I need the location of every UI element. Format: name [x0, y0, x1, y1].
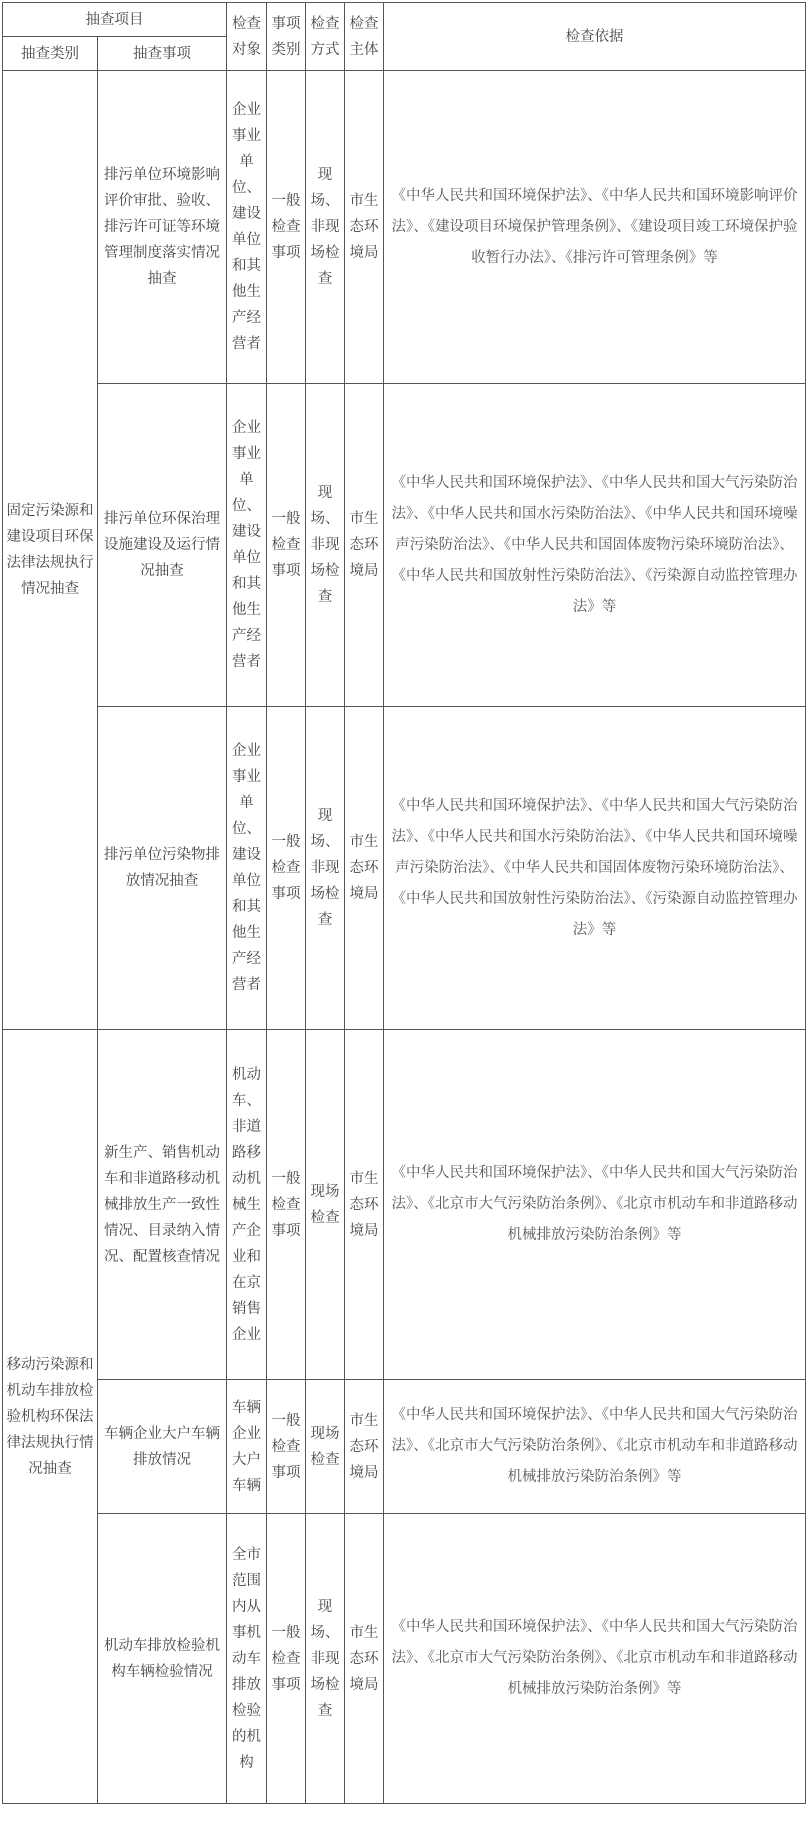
table-row	[3, 707, 806, 1030]
header-project: 抽查项目	[3, 3, 227, 37]
header-object: 检查对象	[227, 3, 267, 71]
object-cell: 车辆企业大户车辆	[227, 1380, 267, 1514]
basis-cell: 《中华人民共和国环境保护法》、《中华人民共和国大气污染防治法》、《北京市大气污染防治条例》、《北京市机动车和非道路移动机械排放污染防治条例》等	[384, 1030, 806, 1380]
method-cell: 现场、非现场检查	[306, 707, 345, 1030]
header-category: 抽查类别	[3, 37, 98, 71]
basis-cell: 《中华人民共和国环境保护法》、《中华人民共和国大气污染防治法》、《北京市大气污染防治条例》、《北京市机动车和非道路移动机械排放污染防治条例》等	[384, 1514, 806, 1804]
table-row	[3, 71, 806, 384]
object-cell: 企业事业单位、建设单位和其他生产经营者	[227, 71, 267, 384]
method-cell: 现场检查	[306, 1380, 345, 1514]
table-row	[3, 1030, 806, 1380]
inspection-table	[2, 2, 806, 1804]
object-cell: 企业事业单位、建设单位和其他生产经营者	[227, 707, 267, 1030]
header-method: 检查方式	[306, 3, 345, 71]
header-type: 事项类别	[267, 3, 306, 71]
item-cell: 排污单位环保治理设施建设及运行情况抽查	[98, 384, 227, 707]
table-row	[3, 1380, 806, 1514]
subject-cell: 市生态环境局	[345, 1514, 384, 1804]
method-cell: 现场、非现场检查	[306, 71, 345, 384]
type-cell: 一般检查事项	[267, 1030, 306, 1380]
object-cell: 企业事业单位、建设单位和其他生产经营者	[227, 384, 267, 707]
method-cell: 现场、非现场检查	[306, 1514, 345, 1804]
item-cell: 排污单位环境影响评价审批、验收、排污许可证等环境管理制度落实情况抽查	[98, 71, 227, 384]
method-cell: 现场、非现场检查	[306, 384, 345, 707]
header-item: 抽查事项	[98, 37, 227, 71]
subject-cell: 市生态环境局	[345, 1380, 384, 1514]
item-cell: 排污单位污染物排放情况抽查	[98, 707, 227, 1030]
basis-cell: 《中华人民共和国环境保护法》、《中华人民共和国环境影响评价法》、《建设项目环境保护管理条例》、《建设项目竣工环境保护验收暂行办法》、《排污许可管理条例》等	[384, 71, 806, 384]
header-row-1	[3, 3, 806, 37]
subject-cell: 市生态环境局	[345, 707, 384, 1030]
type-cell: 一般检查事项	[267, 1380, 306, 1514]
type-cell: 一般检查事项	[267, 1514, 306, 1804]
basis-cell: 《中华人民共和国环境保护法》、《中华人民共和国大气污染防治法》、《中华人民共和国水污染防治法》、《中华人民共和国环境噪声污染防治法》、《中华人民共和国固体废物污染环境防治法》、《中华人民共和国放射性污染防治法》、《污染源自动监控管理办法》等	[384, 707, 806, 1030]
header-subject: 检查主体	[345, 3, 384, 71]
type-cell: 一般检查事项	[267, 71, 306, 384]
subject-cell: 市生态环境局	[345, 1030, 384, 1380]
method-cell: 现场检查	[306, 1030, 345, 1380]
object-cell: 机动车、非道路移动机械生产企业和在京销售企业	[227, 1030, 267, 1380]
table-row	[3, 384, 806, 707]
header-basis: 检查依据	[384, 3, 806, 71]
object-cell: 全市范围内从事机动车排放检验的机构	[227, 1514, 267, 1804]
type-cell: 一般检查事项	[267, 384, 306, 707]
subject-cell: 市生态环境局	[345, 384, 384, 707]
category-cell: 移动污染源和机动车排放检验机构环保法律法规执行情况抽查	[3, 1030, 98, 1804]
type-cell: 一般检查事项	[267, 707, 306, 1030]
item-cell: 车辆企业大户车辆排放情况	[98, 1380, 227, 1514]
basis-cell: 《中华人民共和国环境保护法》、《中华人民共和国大气污染防治法》、《北京市大气污染防治条例》、《北京市机动车和非道路移动机械排放污染防治条例》等	[384, 1380, 806, 1514]
item-cell: 机动车排放检验机构车辆检验情况	[98, 1514, 227, 1804]
item-cell: 新生产、销售机动车和非道路移动机械排放生产一致性情况、目录纳入情况、配置核查情况	[98, 1030, 227, 1380]
subject-cell: 市生态环境局	[345, 71, 384, 384]
category-cell: 固定污染源和建设项目环保法律法规执行情况抽查	[3, 71, 98, 1030]
basis-cell: 《中华人民共和国环境保护法》、《中华人民共和国大气污染防治法》、《中华人民共和国水污染防治法》、《中华人民共和国环境噪声污染防治法》、《中华人民共和国固体废物污染环境防治法》、《中华人民共和国放射性污染防治法》、《污染源自动监控管理办法》等	[384, 384, 806, 707]
table-row	[3, 1514, 806, 1804]
